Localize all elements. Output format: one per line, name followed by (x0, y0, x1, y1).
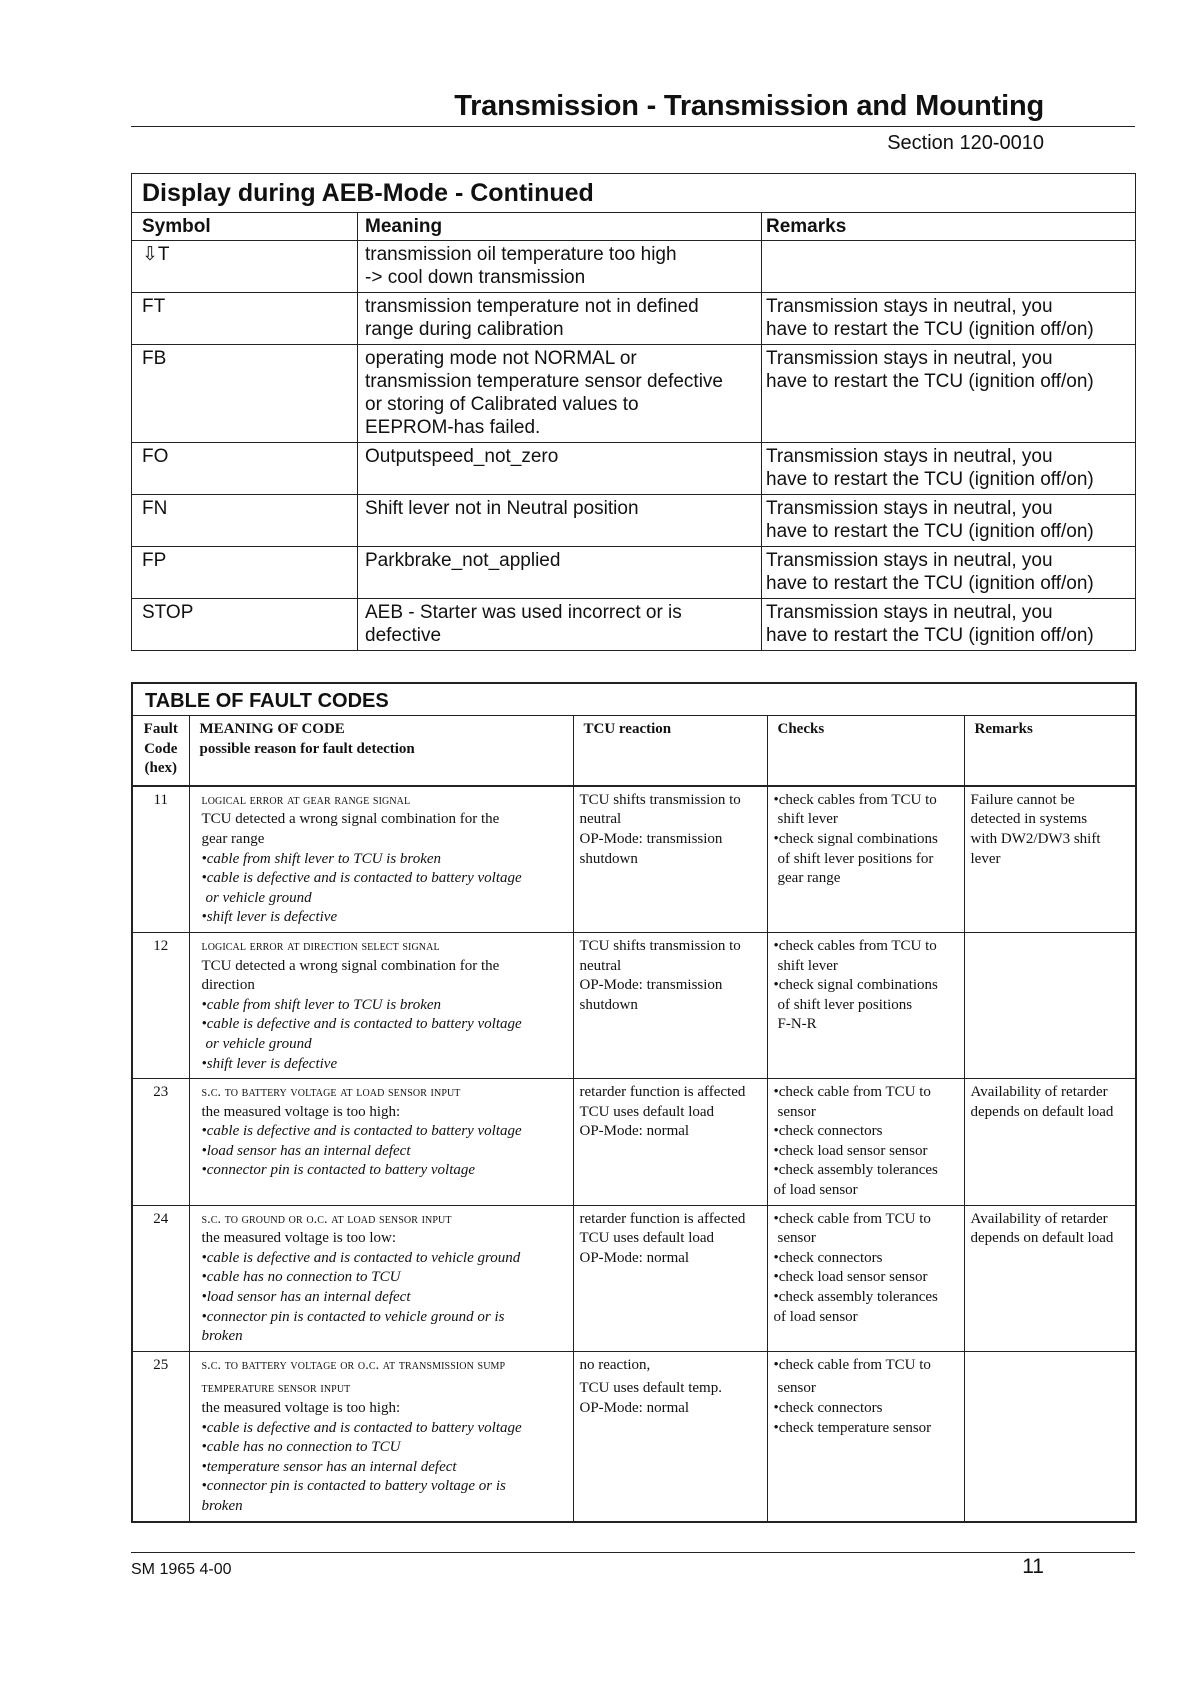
text-line: of shift lever positions (777, 996, 913, 1013)
text-line: •check connectors (773, 1123, 883, 1140)
aeb-meaning-cell (358, 495, 762, 547)
col-header-symbol: Symbol (132, 213, 358, 241)
fault-remarks-cell (964, 932, 1136, 1078)
page-number: 11 (1022, 1555, 1044, 1578)
text-line: •cable is defective and is contacted to vehicle ground (201, 1249, 521, 1266)
tcu-reaction-cell (573, 932, 767, 1078)
col-header-tcu-reaction: TCU reaction (573, 716, 767, 786)
aeb-display-table (131, 173, 1136, 651)
remarks-line: Transmission stays in neutral, you (766, 348, 1053, 369)
remarks-line: Transmission stays in neutral, you (766, 498, 1053, 519)
tcu-reaction-cell (573, 786, 767, 933)
meaning-line: defective (365, 625, 442, 646)
remarks-line: have to restart the TCU (ignition off/on) (766, 319, 1094, 340)
text-line: OP-Mode: normal (579, 1123, 690, 1140)
meaning-line: transmission oil temperature too high (365, 244, 677, 265)
text-line: •check temperature sensor (773, 1419, 932, 1436)
text-line: neutral (579, 811, 622, 828)
fault-meaning-cell (189, 786, 573, 933)
fault-meaning-cell (189, 932, 573, 1078)
text-line: OP-Mode: transmission (579, 830, 723, 847)
text-line: •check signal combinations (773, 830, 938, 847)
aeb-remarks-cell (762, 599, 1136, 651)
text-line: TCU detected a wrong signal combination for the (201, 957, 500, 974)
fault-table-body (132, 786, 1136, 1522)
remarks-line: Transmission stays in neutral, you (766, 602, 1053, 623)
text-line: •check connectors (773, 1400, 883, 1416)
meaning-line: AEB - Starter was used incorrect or is (365, 602, 682, 623)
text-line: broken (201, 1328, 243, 1345)
text-line: detected in systems (970, 811, 1088, 828)
text-line: gear range (201, 830, 265, 847)
text-line: F-N-R (777, 1016, 817, 1033)
text-line: •cable from shift lever to TCU is broken (201, 850, 442, 867)
fault-heading: logical error at gear range signal (201, 792, 411, 808)
meaning-line: transmission temperature not in defined (365, 296, 699, 317)
text-line: depends on default load (970, 1230, 1114, 1247)
remarks-line: Transmission stays in neutral, you (766, 550, 1053, 571)
text-line: sensor (777, 1380, 816, 1397)
text-line: •cable is defective and is contacted to battery voltage (201, 1123, 522, 1140)
text-line: •check connectors (773, 1249, 883, 1266)
fault-codes-section (131, 682, 1135, 1523)
text-line: sensor (777, 1103, 816, 1120)
remarks-line: have to restart the TCU (ignition off/on) (766, 371, 1094, 392)
text-line: depends on default load (970, 1103, 1114, 1120)
aeb-meaning-cell (358, 293, 762, 345)
aeb-symbol-cell: FN (132, 495, 358, 547)
text-line: lever (970, 850, 1001, 867)
fault-remarks-cell (964, 1079, 1136, 1206)
text-line: •check cables from TCU to (773, 937, 937, 954)
text-line: OP-Mode: normal (579, 1400, 690, 1416)
text-line: •check cables from TCU to (773, 791, 937, 808)
text-line: •load sensor has an internal defect (201, 1289, 411, 1306)
text-line: gear range (777, 870, 841, 887)
meaning-line: Outputspeed_not_zero (365, 446, 559, 467)
col-header-checks: Checks (767, 716, 964, 786)
fault-row (132, 1205, 1136, 1351)
col-header-meaning-of-code: MEANING OF CODE possible reason for fault detection (189, 716, 573, 786)
text-line: or vehicle ground (205, 889, 312, 906)
fault-heading: s.c. to ground or o.c. at load sensor input (201, 1211, 452, 1227)
checks-cell (767, 1205, 964, 1351)
remarks-line: have to restart the TCU (ignition off/on) (766, 469, 1094, 490)
text-line: •shift lever is defective (201, 1055, 338, 1072)
remarks-line: have to restart the TCU (ignition off/on) (766, 521, 1094, 542)
text-line: •cable is defective and is contacted to battery voltage (201, 1419, 522, 1436)
aeb-row (132, 241, 1136, 293)
text-line: with DW2/DW3 shift (970, 830, 1101, 847)
fault-heading: logical error at direction select signal (201, 938, 440, 954)
aeb-meaning-cell (358, 443, 762, 495)
aeb-symbol-cell: FB (132, 345, 358, 443)
aeb-meaning-cell (358, 599, 762, 651)
meaning-line: transmission temperature sensor defective (365, 371, 723, 392)
aeb-meaning-cell (358, 241, 762, 293)
text-line: retarder function is affected (579, 1210, 746, 1227)
text-line: •check load sensor sensor (773, 1269, 928, 1286)
fault-remarks-cell (964, 786, 1136, 933)
text-line: •load sensor has an internal defect (201, 1142, 411, 1159)
fault-meaning-cell (189, 1079, 573, 1206)
text-line: sensor (777, 1230, 816, 1247)
text-line: no reaction, (579, 1356, 651, 1373)
page-title: Transmission - Transmission and Mounting (454, 90, 1044, 122)
aeb-row (132, 547, 1136, 599)
text-line: OP-Mode: transmission (579, 977, 723, 994)
aeb-remarks-cell (762, 345, 1136, 443)
text-line: TCU uses default temp. (579, 1380, 722, 1397)
text-line: TCU uses default load (579, 1103, 715, 1120)
document-id: SM 1965 4-00 (131, 1561, 232, 1578)
checks-cell (767, 1351, 964, 1521)
text-line: •check assembly tolerances (773, 1289, 938, 1306)
text-line: shift lever (777, 957, 838, 974)
aeb-row (132, 345, 1136, 443)
text-line: shutdown (579, 996, 638, 1013)
text-line: neutral (579, 957, 622, 974)
text-line: •check assembly tolerances (773, 1162, 938, 1179)
checks-cell (767, 932, 964, 1078)
text-line: TCU shifts transmission to (579, 937, 741, 954)
col-header-remarks: Remarks (762, 213, 1136, 241)
text-line: of shift lever positions for (777, 850, 934, 867)
header-divider (131, 126, 1135, 127)
tcu-reaction-cell (573, 1351, 767, 1521)
text-line: •cable is defective and is contacted to battery voltage (201, 870, 522, 887)
text-line: •check cable from TCU to (773, 1210, 931, 1227)
fault-heading: s.c. to battery voltage or o.c. at transmission sump (201, 1357, 506, 1373)
text-line: •check cable from TCU to (773, 1356, 931, 1373)
aeb-row (132, 293, 1136, 345)
fault-heading: s.c. to battery voltage at load sensor input (201, 1085, 461, 1101)
tcu-reaction-cell (573, 1079, 767, 1206)
text-line: TCU uses default load (579, 1230, 715, 1247)
text-line: •temperature sensor has an internal defect (201, 1458, 457, 1475)
text-line: Availability of retarder (970, 1084, 1108, 1101)
fault-code-cell: 12 (132, 932, 189, 1078)
text-line: •check cable from TCU to (773, 1084, 931, 1101)
text-line: TCU shifts transmission to (579, 791, 741, 808)
remarks-line: have to restart the TCU (ignition off/on) (766, 625, 1094, 646)
meaning-line: range during calibration (365, 319, 564, 340)
text-line: TCU detected a wrong signal combination for the (201, 811, 500, 828)
fault-meaning-cell (189, 1351, 573, 1521)
aeb-row (132, 443, 1136, 495)
aeb-table-body (132, 241, 1136, 651)
fault-row (132, 1079, 1136, 1206)
meaning-line: Parkbrake_not_applied (365, 550, 561, 571)
fault-code-cell: 25 (132, 1351, 189, 1521)
aeb-row (132, 495, 1136, 547)
footer-divider (131, 1552, 1135, 1553)
fault-remarks-cell (964, 1205, 1136, 1351)
aeb-symbol-cell: FP (132, 547, 358, 599)
text-line: the measured voltage is too high: (201, 1400, 401, 1416)
remarks-line: Transmission stays in neutral, you (766, 296, 1053, 317)
text-line: the measured voltage is too low: (201, 1230, 397, 1247)
text-line: •connector pin is contacted to battery voltage (201, 1162, 476, 1179)
text-line: •shift lever is defective (201, 909, 338, 926)
aeb-symbol-cell: STOP (132, 599, 358, 651)
fault-code-cell: 24 (132, 1205, 189, 1351)
text-line: shutdown (579, 850, 638, 867)
text-line: •check load sensor sensor (773, 1142, 928, 1159)
text-line: of load sensor (773, 1308, 858, 1325)
aeb-meaning-cell (358, 547, 762, 599)
text-line: direction (201, 977, 255, 994)
remarks-line: Transmission stays in neutral, you (766, 446, 1053, 467)
fault-meaning-cell (189, 1205, 573, 1351)
col-header-fault-code: Fault Code (hex) (132, 716, 189, 786)
meaning-line: operating mode not NORMAL or (365, 348, 637, 369)
remarks-line: have to restart the TCU (ignition off/on) (766, 573, 1094, 594)
aeb-remarks-cell (762, 443, 1136, 495)
text-line: the measured voltage is too high: (201, 1103, 401, 1120)
aeb-remarks-cell (762, 293, 1136, 345)
checks-cell (767, 1079, 964, 1206)
meaning-line: EEPROM-has failed. (365, 417, 541, 438)
aeb-remarks-cell (762, 495, 1136, 547)
fault-remarks-cell (964, 1351, 1136, 1521)
fault-heading-cont: temperature sensor input (201, 1381, 351, 1397)
fault-row (132, 1351, 1136, 1521)
text-line: OP-Mode: normal (579, 1249, 690, 1266)
meaning-line: -> cool down transmission (365, 267, 586, 288)
text-line: •cable from shift lever to TCU is broken (201, 996, 442, 1013)
aeb-meaning-cell (358, 345, 762, 443)
fault-codes-table (131, 682, 1137, 1523)
aeb-row (132, 599, 1136, 651)
text-line: retarder function is affected (579, 1084, 746, 1101)
meaning-line: Shift lever not in Neutral position (365, 498, 639, 519)
text-line: •cable has no connection to TCU (201, 1269, 401, 1286)
text-line: of load sensor (773, 1182, 858, 1199)
fault-row (132, 932, 1136, 1078)
text-line: •connector pin is contacted to vehicle ground or is (201, 1308, 505, 1325)
fault-code-cell: 11 (132, 786, 189, 933)
col-header-meaning: Meaning (358, 213, 762, 241)
text-line: Failure cannot be (970, 791, 1075, 808)
aeb-symbol-cell: ⇩T (132, 241, 358, 293)
aeb-remarks-cell (762, 241, 1136, 293)
text-line: shift lever (777, 811, 838, 828)
text-line: •cable has no connection to TCU (201, 1439, 401, 1456)
section-label: Section 120-0010 (887, 132, 1044, 154)
tcu-reaction-cell (573, 1205, 767, 1351)
checks-cell (767, 786, 964, 933)
fault-row (132, 786, 1136, 933)
fault-code-cell: 23 (132, 1079, 189, 1206)
text-line: Availability of retarder (970, 1210, 1108, 1227)
aeb-symbol-cell: FT (132, 293, 358, 345)
text-line: •connector pin is contacted to battery voltage or is (201, 1478, 506, 1495)
text-line: broken (201, 1497, 243, 1514)
text-line: •check signal combinations (773, 977, 938, 994)
meaning-line: or storing of Calibrated values to (365, 394, 639, 415)
text-line: •cable is defective and is contacted to battery voltage (201, 1016, 522, 1033)
fault-table-title: TABLE OF FAULT CODES (132, 683, 1136, 716)
aeb-remarks-cell (762, 547, 1136, 599)
text-line: or vehicle ground (205, 1035, 312, 1052)
aeb-table-title: Display during AEB-Mode - Continued (132, 174, 1136, 213)
col-header-fault-remarks: Remarks (964, 716, 1136, 786)
aeb-symbol-cell: FO (132, 443, 358, 495)
